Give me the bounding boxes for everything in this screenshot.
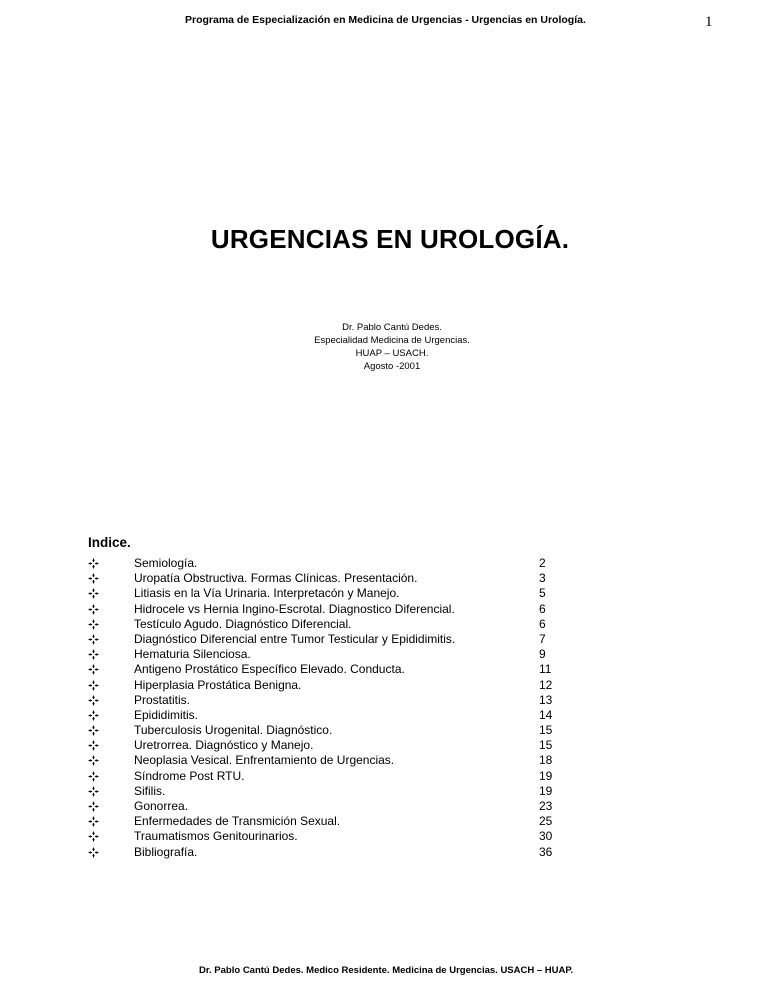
index-entry-page: 30 <box>539 829 553 844</box>
index-entry <box>88 753 558 768</box>
author-institution: HUAP – USACH. <box>355 348 429 359</box>
index-entry <box>88 617 558 632</box>
index-entry <box>88 632 558 647</box>
index-entry-page: 14 <box>539 707 553 722</box>
author-specialty: Especialidad Medicina de Urgencias. <box>314 335 470 346</box>
index-entry <box>88 693 558 708</box>
index-entry <box>88 723 558 738</box>
index-entry-page: 23 <box>539 799 553 813</box>
diamond-bullet-icon <box>88 847 99 862</box>
index-entry-label: Epididimitis. <box>134 707 199 722</box>
index-entry-label: Traumatismos Genitourinarios. <box>134 829 298 844</box>
index-entry-page: 36 <box>539 844 553 859</box>
index-entry-label: Neoplasia Vesical. Enfrentamiento de Urgencias. <box>134 753 395 768</box>
index-entry-label: Síndrome Post RTU. <box>134 768 245 783</box>
author-block <box>312 321 472 373</box>
index-entry-label: Hidrocele vs Hernia Ingino-Escrotal. Diagnostico Diferencial. <box>134 601 455 616</box>
index-entry-page: 11 <box>539 662 552 677</box>
index-entry-page: 15 <box>539 738 553 753</box>
document-title: URGENCIAS EN UROLOGÍA. <box>210 224 570 254</box>
index-heading: Indice. <box>88 535 131 550</box>
index-entry <box>88 829 558 844</box>
index-entry-page: 19 <box>539 783 553 798</box>
index-entry-label: Hiperplasia Prostática Benigna. <box>134 677 302 692</box>
index-entry <box>88 678 558 693</box>
index-list <box>88 556 558 860</box>
index-entry <box>88 845 558 860</box>
index-entry <box>88 662 558 677</box>
index-entry-label: Hematuria Silenciosa. <box>134 647 251 662</box>
index-entry-label: Gonorrea. <box>134 799 189 813</box>
index-entry-label: Uropatía Obstructiva. Formas Clínicas. Presentación. <box>134 571 418 586</box>
index-entry-page: 2 <box>539 556 546 570</box>
index-entry-label: Semiología. <box>134 556 198 570</box>
index-entry-label: Prostatitis. <box>134 692 191 707</box>
index-entry-page: 3 <box>539 571 546 586</box>
index-entry-page: 6 <box>539 601 546 616</box>
index-entry-page: 7 <box>539 631 546 646</box>
running-footer: Dr. Pablo Cantú Dedes. Medico Residente. Medicina de Urgencias. USACH – HUAP. <box>199 965 574 976</box>
index-entry-label: Antigeno Prostático Específico Elevado. Conducta. <box>134 662 405 677</box>
author-date: Agosto -2001 <box>363 361 421 372</box>
index-entry-label: Bibliografía. <box>134 844 198 859</box>
index-entry <box>88 814 558 829</box>
index-entry-page: 6 <box>539 616 546 631</box>
index-entry-page: 12 <box>539 677 553 692</box>
index-entry <box>88 784 558 799</box>
index-entry <box>88 769 558 784</box>
index-entry <box>88 556 558 571</box>
index-entry <box>88 586 558 601</box>
index-entry-page: 13 <box>539 692 553 707</box>
index-entry <box>88 799 558 814</box>
index-entry <box>88 602 558 617</box>
index-entry <box>88 738 558 753</box>
index-entry-page: 25 <box>539 814 553 829</box>
index-entry-label: Tuberculosis Urogenital. Diagnóstico. <box>134 723 333 738</box>
index-entry-label: Enfermedades de Transmición Sexual. <box>134 814 341 829</box>
index-entry-label: Uretrorrea. Diagnóstico y Manejo. <box>134 738 314 753</box>
index-entry-page: 15 <box>539 723 553 738</box>
author-name: Dr. Pablo Cantú Dedes. <box>342 322 442 333</box>
index-entry-label: Diagnóstico Diferencial entre Tumor Testicular y Epididimitis. <box>134 631 456 646</box>
index-entry <box>88 647 558 662</box>
page-number: 1 <box>705 14 713 30</box>
index-entry-page: 9 <box>539 647 546 662</box>
index-entry <box>88 571 558 586</box>
index-entry-label: Testículo Agudo. Diagnóstico Diferencial. <box>134 616 352 631</box>
index-entry <box>88 708 558 723</box>
index-entry-label: Sifilis. <box>134 783 166 798</box>
index-entry-page: 18 <box>539 753 553 768</box>
index-entry-page: 19 <box>539 768 553 783</box>
running-header: Programa de Especialización en Medicina de Urgencias - Urgencias en Urología. <box>185 14 586 26</box>
index-entry-label: Litiasis en la Vía Urinaria. Interpretacón y Manejo. <box>134 586 400 601</box>
index-entry-page: 5 <box>539 586 546 601</box>
